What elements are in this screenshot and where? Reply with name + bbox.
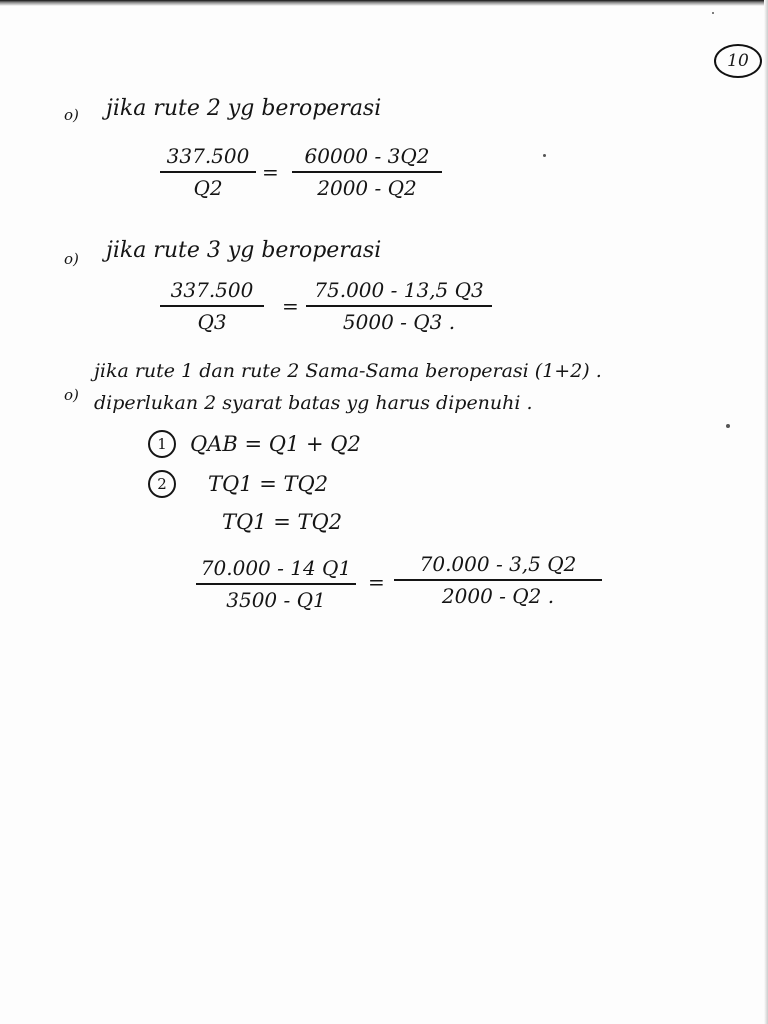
condition-1-marker: 1 <box>148 430 176 458</box>
scan-speck <box>543 154 546 157</box>
route12-heading-line2: diperlukan 2 syarat batas yg harus dipenuhi . <box>94 392 533 414</box>
condition-2-text: TQ1 = TQ2 <box>208 472 329 496</box>
page-number-circle <box>714 44 762 78</box>
route12-heading-line1: jika rute 1 dan rute 2 Sama-Sama beroperasi (1+2) . <box>94 360 602 382</box>
route3-rhs-fraction <box>306 278 492 334</box>
route3-lhs-denominator: Q3 <box>197 310 227 334</box>
condition-1 <box>148 430 361 458</box>
route12-rhs-fraction <box>394 552 602 608</box>
route3-lhs-fraction <box>160 278 264 334</box>
route12-lhs-fraction <box>196 556 356 612</box>
route2-equals: = <box>262 160 279 184</box>
route2-lhs-denominator: Q2 <box>193 176 223 200</box>
route3-equals: = <box>282 294 299 318</box>
scan-speck <box>712 12 714 14</box>
route2-rhs-numerator: 60000 - 3Q2 <box>304 144 430 168</box>
route12-lhs-numerator: 70.000 - 14 Q1 <box>200 556 352 580</box>
page-number: 10 <box>727 51 749 71</box>
bullet: o) <box>64 106 79 124</box>
route2-rhs-fraction <box>292 144 442 200</box>
scan-speck <box>726 424 730 428</box>
route12-equals: = <box>368 570 385 594</box>
bullet: o) <box>64 386 79 404</box>
bullet: o) <box>64 250 79 268</box>
route12-lhs-denominator: 3500 - Q1 <box>226 588 326 612</box>
route12-rhs-denominator: 2000 - Q2 . <box>441 584 555 608</box>
route12-rhs-numerator: 70.000 - 3,5 Q2 <box>419 552 577 576</box>
route3-rhs-denominator: 5000 - Q3 . <box>342 310 456 334</box>
route2-lhs-fraction <box>160 144 256 200</box>
condition-1-text: QAB = Q1 + Q2 <box>190 432 361 456</box>
route3-lhs-numerator: 337.500 <box>170 278 254 302</box>
condition-2 <box>148 470 328 498</box>
route3-heading: jika rute 3 yg beroperasi <box>106 238 382 263</box>
route3-rhs-numerator: 75.000 - 13,5 Q3 <box>314 278 484 302</box>
scan-top-edge <box>0 0 768 6</box>
route2-lhs-numerator: 337.500 <box>166 144 250 168</box>
condition-2-repeat: TQ1 = TQ2 <box>222 510 343 534</box>
route2-rhs-denominator: 2000 - Q2 <box>317 176 417 200</box>
condition-2-marker: 2 <box>148 470 176 498</box>
scan-right-edge <box>764 0 768 1024</box>
route2-heading: jika rute 2 yg beroperasi <box>106 96 382 121</box>
